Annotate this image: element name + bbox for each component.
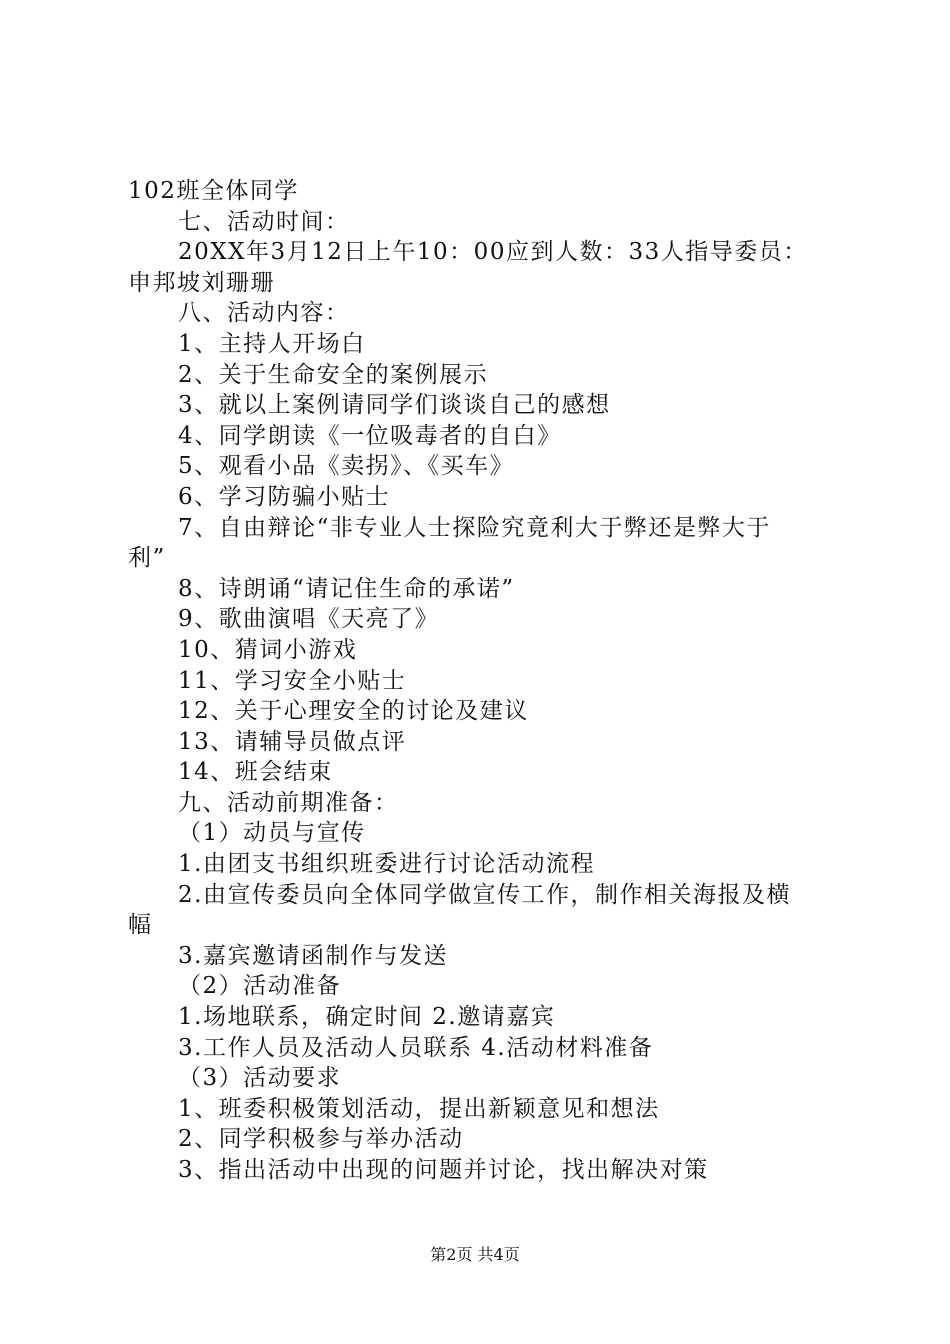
text-line: 5、观看小品《卖拐》、《买车》: [178, 453, 515, 480]
text-line: （1）动员与宣传: [178, 820, 366, 847]
text-line: 1.场地联系，确定时间 2.邀请嘉宾: [178, 1004, 556, 1031]
text-line: 九、活动前期准备：: [178, 789, 399, 816]
text-line: 13、请辅导员做点评: [178, 728, 407, 755]
text-line: （3）活动要求: [178, 1065, 342, 1092]
text-line: 1、班委积极策划活动，提出新颖意见和想法: [178, 1095, 660, 1122]
text-line: 3、就以上案例请同学们谈谈自己的感想: [178, 392, 611, 419]
text-line: 1.由团支书组织班委进行讨论活动流程: [178, 851, 595, 878]
text-line: 8、诗朗诵“请记住生命的承诺”: [178, 575, 515, 602]
text-line: 7、自由辩论“非专业人士探险究竟利大于弊还是弊大于: [178, 514, 771, 541]
text-line: 3.嘉宾邀请函制作与发送: [178, 942, 448, 969]
text-line: 八、活动内容：: [178, 300, 350, 327]
text-line: 10、猜词小游戏: [178, 636, 358, 663]
text-line: 幅: [128, 912, 153, 939]
text-line: 102班全体同学: [128, 178, 299, 204]
text-line: 2、同学积极参与举办活动: [178, 1126, 464, 1153]
text-line: 14、班会结束: [178, 759, 333, 786]
text-line: 11、学习安全小贴士: [178, 667, 407, 694]
text-line: 6、学习防骗小贴士: [178, 483, 391, 510]
page-footer: 第2页 共4页: [430, 1245, 520, 1264]
text-line: （2）活动准备: [178, 973, 342, 1000]
text-line: 3.工作人员及活动人员联系 4.活动材料准备: [178, 1034, 654, 1061]
text-line: 2、关于生命安全的案例展示: [178, 361, 489, 388]
text-line: 七、活动时间：: [178, 208, 350, 235]
text-line: 9、歌曲演唱《天亮了》: [178, 606, 440, 633]
document-body: [128, 176, 828, 1186]
text-line: 3、指出活动中出现的问题并讨论，找出解决对策: [178, 1157, 709, 1183]
text-line: 4、同学朗读《一位吸毒者的自白》: [178, 422, 562, 449]
text-line: 12、关于心理安全的讨论及建议: [178, 698, 529, 725]
text-line: 利”: [128, 545, 166, 572]
text-line: 1、主持人开场白: [178, 330, 366, 357]
text-line: 申邦坡刘珊珊: [128, 269, 275, 296]
text-line: 2.由宣传委员向全体同学做宣传工作，制作相关海报及横: [178, 881, 791, 908]
text-line: 20XX年3月12日上午10：00应到人数：33人指导委员：: [178, 239, 808, 266]
